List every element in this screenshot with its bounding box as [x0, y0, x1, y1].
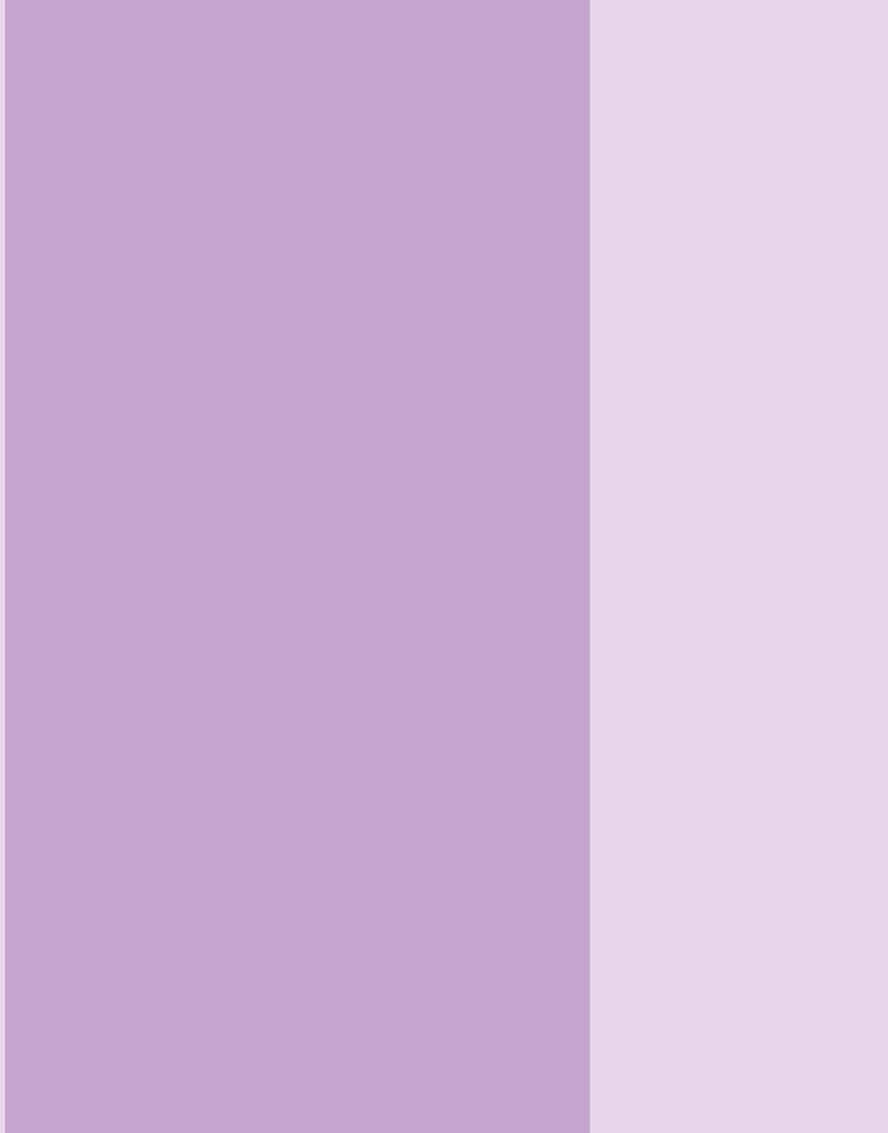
menu-content — [13, 0, 573, 2]
menu-panel — [5, 0, 590, 1133]
